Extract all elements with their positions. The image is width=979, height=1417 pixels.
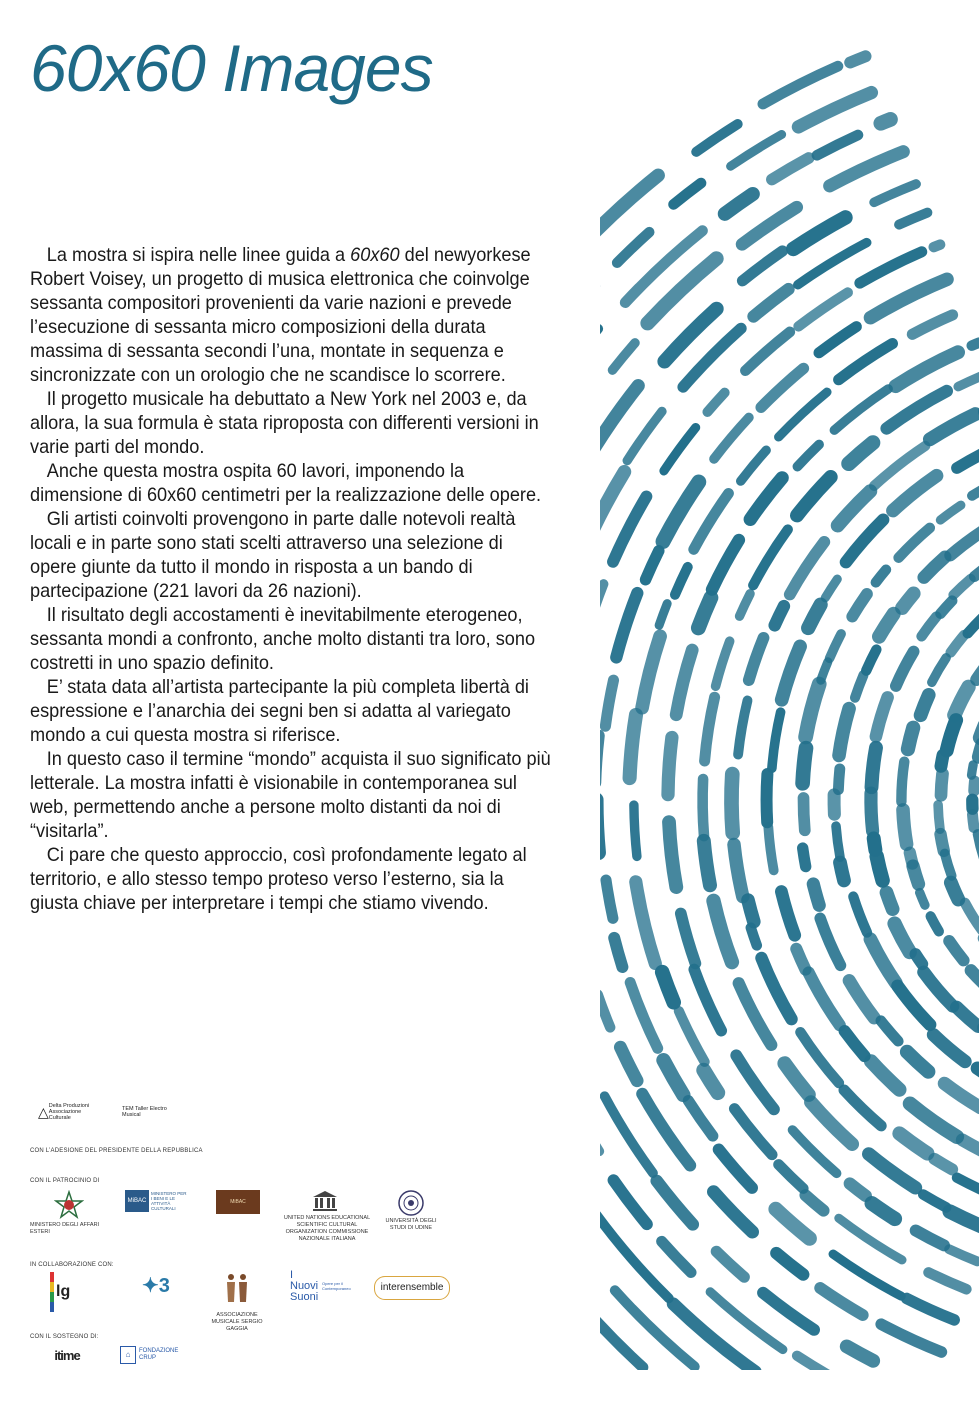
fingerprint-ridge	[887, 391, 947, 429]
fingerprint-ridge	[696, 124, 737, 152]
fingerprint-ridge	[871, 793, 873, 831]
fingerprint-ridge	[940, 505, 960, 520]
fingerprint-ridge	[916, 1231, 944, 1246]
fingerprint-ridge	[877, 856, 883, 880]
fingerprint-ridge	[947, 720, 956, 750]
fingerprint-ridge	[734, 845, 743, 897]
fingerprint-ridge	[790, 542, 825, 595]
fingerprint-ridge	[899, 528, 930, 558]
fingerprint-ridge	[776, 1209, 810, 1238]
fingerprint-ridge	[850, 56, 865, 62]
fingerprint-ridge	[694, 969, 721, 1030]
fingerprint-ridge	[613, 497, 646, 562]
fingerprint-ridge	[839, 344, 893, 380]
fingerprint-ridge	[600, 584, 604, 618]
paragraph-2: Il progetto musicale ha debuttato a New York nel 2003 e, da allora, la sua formula è stata riproposta con differenti versioni in varie parti del mondo.	[30, 388, 539, 458]
fingerprint-ridge	[738, 701, 747, 755]
fingerprint-ridge	[716, 1251, 744, 1277]
paragraph-1: La mostra si ispira nelle linee guida a 60x60 del newyorkese Robert Voisey, un progetto di musica elettronica che coinvolge sessanta compositori provenienti da varie nazioni e prevede l’esecuzione di sessanta micro composizioni della durata massima di sessanta secondi l’una, montate in sequenza e sincronizzate con un orologio che ne scandisce lo scorrere.	[30, 244, 531, 386]
fingerprint-ridge	[907, 1299, 955, 1320]
fingerprint-ridge	[600, 995, 610, 1028]
fingerprint-ridge	[675, 567, 688, 595]
ministero-affari-esteri-caption: MINISTERO DEGLI AFFARI ESTERI	[30, 1222, 100, 1235]
fingerprint-ridge	[872, 748, 877, 788]
fingerprint-ridge	[817, 135, 858, 155]
fingerprint-ridge	[657, 1181, 693, 1225]
fingerprint-ridge	[779, 1165, 804, 1189]
fingerprint-ridge	[941, 755, 943, 766]
fingerprint-ridge	[938, 805, 940, 829]
delta-produzioni-logo: △ Delta Produzioni Associazione Culturale	[38, 1103, 90, 1121]
fingerprint-ridge	[803, 748, 806, 783]
fingerprint-ridge	[893, 476, 937, 511]
fingerprint-ridge	[900, 1134, 928, 1154]
nuovi-suoni-logo: I Nuovi Suoni Opere per il Contemporaneo	[290, 1268, 351, 1303]
fingerprint-ridge	[924, 557, 945, 577]
unesco-temple-icon	[312, 1190, 338, 1212]
fingerprint-ridge	[740, 594, 751, 617]
fingerprint-ridge	[748, 900, 754, 922]
fingerprint-ridge	[704, 841, 710, 885]
fingerprint-ridge	[761, 368, 803, 407]
fingerprint-ridge	[929, 1273, 967, 1290]
fingerprint-ridge	[972, 765, 974, 775]
fingerprint-ridge	[845, 1031, 865, 1056]
fingerprint-ridge	[798, 243, 867, 285]
fingerprint-ridge	[945, 854, 952, 876]
fingerprint-ridge	[941, 774, 943, 796]
fingerprint-ridge	[908, 728, 913, 750]
fingerprint-ridge	[716, 641, 730, 686]
fingerprint-ridge	[820, 918, 840, 965]
fingerprint-ridge	[957, 1007, 979, 1026]
tem-logo: TEM Taller Electro Musical	[122, 1106, 167, 1118]
fingerprint-ridge	[874, 838, 876, 850]
fingerprint-ridge	[768, 827, 773, 871]
fingerprint-ridge	[735, 1109, 773, 1155]
fingerprint-ridge	[833, 1254, 901, 1296]
fingerprint-ridge	[934, 1159, 952, 1170]
fingerprint-ridge	[910, 853, 913, 864]
fingerprint-ridge	[600, 1215, 669, 1299]
fingerprint-ridge	[899, 213, 927, 225]
patrocinio-label: CON IL PATROCINIO DI	[30, 1178, 100, 1184]
fingerprint-ridge	[719, 1150, 752, 1188]
fingerprint-ridge	[753, 530, 788, 586]
mibac-cultural-logo: MiBAC	[216, 1190, 260, 1214]
fingerprint-ridge	[934, 245, 940, 248]
fingerprint-ridge	[965, 903, 979, 930]
fingerprint-ridge	[830, 634, 842, 658]
paragraph-4: Gli artisti coinvolti provengono in parte dalle notevoli realtà locali e in parte sono stati scelti attraverso una selezione di opere giunte da tutto il mondo in risposta a un bando di partecipazione (221 lavori da 26 nazioni).	[30, 508, 516, 602]
fingerprint-ridge	[705, 697, 715, 761]
fingerprint-ridge	[767, 774, 768, 822]
fingerprint-ridge	[616, 593, 637, 657]
fingerprint-ridge	[745, 332, 789, 371]
fingerprint-ridge	[941, 601, 953, 614]
fingerprint-ridge	[620, 1047, 637, 1081]
fingerprint-ridge	[793, 1130, 837, 1173]
adesione-label: CON L’ADESIONE DEL PRESIDENTE DELLA REPUBBLICA	[30, 1148, 203, 1154]
fingerprint-ridge	[898, 986, 930, 1025]
fingerprint-ridge	[798, 93, 871, 127]
fingerprint-ridge	[809, 973, 840, 1026]
fingerprint-ridge	[881, 119, 891, 123]
paragraph-5: Il risultato degli accostamenti è inevitabilmente eterogeneo, sessanta mondi a confronto, anche molto distanti tra loro, sono costretti in uno spazio definito.	[30, 604, 536, 674]
fingerprint-ridge	[950, 527, 979, 556]
fingerprint-ridge	[896, 652, 914, 686]
fingerprint-ridge	[781, 892, 794, 936]
fingerprint-ridge	[664, 428, 696, 471]
fingerprint-ridge	[741, 450, 767, 481]
fingerprint-ridge	[879, 614, 894, 637]
fingerprint-ridge	[953, 579, 970, 595]
fingerprint-ridge	[881, 1324, 941, 1352]
fingerprint-ridge	[971, 971, 979, 984]
fingerprint-ridge	[872, 1203, 895, 1219]
fingerprint-ridge	[646, 551, 659, 580]
fingerprint-ridge	[779, 392, 827, 437]
fingerprint-ridge	[896, 352, 958, 386]
paragraph-6: E’ stata data all’artista partecipante la più completa libertà di espressione e l’anarchia dei segni ben si adatta al variegato mondo a cui questa mostra si riferisce.	[30, 676, 529, 746]
fingerprint-ridge	[763, 1293, 814, 1330]
fingerprint-ridge	[669, 822, 676, 887]
fingerprint-ridge	[954, 687, 968, 715]
fingerprint-ridge	[849, 443, 873, 464]
fingerprint-ridge	[839, 709, 849, 756]
fingerprint-ridge	[869, 1154, 916, 1188]
fingerprint-ridge	[803, 798, 804, 830]
fingerprint-ridge	[974, 781, 975, 791]
fingerprint-ridge	[714, 418, 749, 459]
fingerprint-ridge	[806, 684, 820, 737]
fingerprint-ridge	[852, 594, 867, 617]
fingerprint-ridge	[871, 279, 948, 317]
fingerprint-ridge	[704, 1070, 718, 1093]
fingerprint-ridge	[614, 938, 622, 967]
fingerprint-ridge	[630, 983, 658, 1049]
fingerprint-ridge	[605, 680, 613, 726]
fingerprint-ridge	[945, 1084, 979, 1108]
fingerprint-ridge	[902, 594, 914, 609]
sergio-gaggia-caption: ASSOCIAZIONE MUSICALE SERGIO GAGGIA	[211, 1312, 263, 1332]
fingerprint-ridge	[962, 1140, 979, 1166]
interensemble-logo: interensemble	[374, 1276, 450, 1300]
fingerprint-ridge	[772, 712, 781, 768]
fingerprint-ridge	[820, 1288, 863, 1315]
itime-logo: itime	[54, 1348, 80, 1363]
fingerprint-ridge	[910, 1104, 957, 1137]
fingerprint-ridge	[736, 1055, 774, 1109]
collaborazione-label: IN COLLABORAZIONE CON:	[30, 1262, 114, 1268]
fingerprint-ridge	[796, 949, 805, 970]
fingerprint-ridge	[951, 883, 958, 900]
fingerprint-ridge	[785, 1063, 809, 1094]
fingerprint-ridge	[714, 901, 732, 962]
radio3-logo: ✦3	[142, 1275, 170, 1297]
fingerprint-ridge	[731, 135, 782, 167]
fingerprint-ridge	[903, 810, 907, 844]
fingerprint-ridge	[866, 650, 876, 671]
fingerprint-ridge	[797, 477, 831, 515]
fingerprint-ridge	[681, 914, 696, 964]
fingerprint-ridge	[742, 207, 797, 244]
fingerprint-ridge	[659, 604, 667, 626]
fingerprint-ridge	[754, 289, 789, 316]
fingerprint-ridge	[874, 446, 925, 486]
sostegno-label: CON IL SOSTEGNO DI:	[30, 1334, 99, 1340]
fingerprint-ridge	[968, 605, 979, 633]
fingerprint-ridge	[634, 805, 637, 856]
fingerprint-ridge	[712, 540, 739, 590]
fingerprint-ridge	[664, 1060, 684, 1095]
exhibition-description	[30, 243, 551, 915]
fingerprint-ridge	[676, 650, 692, 715]
fingerprint-ridge	[688, 1101, 713, 1136]
fingerprint-ridge	[627, 411, 662, 460]
fingerprint-ridge	[834, 389, 888, 430]
fingerprint-ridge	[763, 66, 838, 104]
fingerprint-ridge	[924, 972, 953, 1006]
fingerprint-ridge	[871, 1061, 899, 1089]
fingerprint-ridge	[806, 1195, 824, 1210]
fingerprint-ridge	[958, 372, 979, 386]
fingerprint-ridge	[838, 769, 839, 790]
fingerprint-ridge	[813, 884, 819, 905]
fingerprint-ridge	[951, 635, 964, 652]
fingerprint-ridge	[972, 483, 979, 496]
fingerprint-ridge	[749, 638, 764, 680]
fingerprint-ridge	[887, 893, 893, 910]
fingerprint-ridge	[821, 662, 828, 680]
fingerprint-ridge	[957, 1178, 979, 1199]
universita-udine-caption: UNIVERSITÀ DEGLI STUDI DI UDINE	[385, 1218, 437, 1231]
fingerprint-ridge	[930, 414, 975, 439]
fingerprint-ridge	[819, 327, 856, 353]
fingerprint-ridge	[876, 697, 888, 736]
page-title: 60x60 Images	[30, 31, 433, 105]
fingerprint-ridge	[679, 1011, 705, 1062]
fingerprint-ridge	[606, 880, 613, 918]
fingerprint-ridge	[934, 1035, 966, 1062]
fingerprint-ridge	[941, 834, 944, 851]
fingerprint-ridge	[907, 1052, 928, 1072]
fingerprint-ridge	[931, 916, 939, 931]
fingerprint-ridge	[870, 939, 896, 983]
fingerprint-ridge	[932, 658, 946, 683]
fingerprint-ridge	[668, 738, 672, 795]
fingerprint-ridge	[707, 393, 724, 412]
musicians-illustration-icon	[222, 1272, 252, 1304]
fingerprint-ridge	[750, 478, 782, 519]
fingerprint-ridge	[731, 774, 732, 833]
fingerprint-ridge	[853, 897, 867, 933]
fingerprint-ridge	[874, 184, 916, 202]
fingerprint-ridge	[636, 882, 656, 964]
paragraph-7: In questo caso il termine “mondo” acquista il suo significato più letterale. La mostra infatti è visionabile in contemporanea sul web, permettendo anche a persone molto distanti da noi di “visitarla”.	[30, 748, 551, 842]
fingerprint-ridge	[876, 570, 886, 583]
sponsors-section	[30, 1100, 590, 1400]
fingerprint-ridge	[840, 863, 844, 881]
fingerprint-ridge	[772, 158, 809, 180]
fingerprint-ridge	[808, 605, 820, 628]
fingerprint-ridge	[762, 958, 792, 1019]
fingerprint-ridge	[949, 941, 963, 960]
fondazione-crup-logo: ⌂ FONDAZIONE CRUP	[120, 1344, 190, 1366]
fingerprint-ridge	[811, 1102, 852, 1144]
fingerprint-ridge	[613, 343, 636, 370]
fingerprint-ridge	[614, 1180, 647, 1224]
lg-logo: lg	[50, 1272, 80, 1312]
fingerprint-ridge	[776, 1253, 803, 1274]
fingerprint-ridge	[617, 232, 649, 263]
fingerprint-ridge	[912, 315, 952, 334]
fingerprint-ridge	[916, 954, 923, 964]
fingerprint-ridge	[630, 715, 636, 778]
fingerprint-ridge	[825, 579, 837, 598]
fingerprint-ridge	[974, 566, 979, 577]
fingerprint-ridge	[830, 152, 904, 186]
fingerprint-ridge	[674, 183, 701, 204]
fingerprint-ridge	[642, 1094, 690, 1166]
fingerprint-ridge	[901, 762, 904, 802]
fingerprint-ridge	[881, 1021, 898, 1041]
fingerprint-ridge	[703, 779, 704, 836]
fingerprint-ridge	[782, 646, 800, 699]
fingerprint-graphic	[600, 20, 979, 1370]
fingerprint-ridge	[662, 1241, 691, 1272]
fingerprint-ridge	[836, 826, 840, 857]
fingerprint-ridge	[923, 1195, 946, 1208]
fingerprint-ridge	[799, 293, 848, 327]
fingerprint-ridge	[694, 493, 729, 549]
fingerprint-ridge	[743, 251, 783, 281]
fingerprint-ridge	[895, 924, 910, 952]
paragraph-3: Anche questa mostra ospita 60 lavori, imponendo la dimensione di 60x60 centimetri per la realizzazione delle opere.	[30, 460, 542, 506]
fingerprint-ridge	[860, 252, 922, 283]
fingerprint-ridge	[972, 343, 979, 346]
fingerprint-ridge	[662, 972, 674, 1002]
university-seal-icon	[398, 1190, 424, 1216]
fingerprint-ridge	[849, 981, 874, 1018]
fingerprint-ridge	[844, 1090, 881, 1126]
fingerprint-ridge	[847, 1346, 874, 1360]
fingerprint-ridge	[725, 194, 753, 214]
fingerprint-ridge	[793, 218, 845, 249]
fingerprint-ridge	[775, 606, 784, 625]
unesco-caption: UNITED NATIONS EDUCATIONAL SCIENTIFIC CULTURAL ORGANIZATION COMMISSIONE NAZIONALE ITALIANA	[283, 1215, 371, 1242]
fingerprint-ridge	[973, 814, 975, 827]
mibac-logo: MiBAC MINISTERO PER I BENI E LE ATTIVITÀ CULTURALI	[125, 1190, 187, 1212]
fingerprint-ridge	[950, 1212, 979, 1230]
fingerprint-ridge	[850, 1184, 866, 1196]
fingerprint-ridge	[922, 617, 937, 637]
fingerprint-ridge	[751, 928, 757, 946]
fingerprint-ridge	[838, 491, 871, 525]
fingerprint-ridge	[714, 1192, 753, 1232]
fingerprint-ridge	[803, 848, 806, 867]
fingerprint-ridge	[920, 893, 925, 906]
fingerprint-ridge	[957, 449, 979, 468]
fingerprint-ridge	[797, 445, 819, 467]
fingerprint-ridge	[739, 983, 772, 1045]
fingerprint-ridge	[921, 695, 929, 715]
paragraph-8: Ci pare che questo approccio, così profondamente legato al territorio, e allo stesso tempo proteso verso l’esterno, sia la giusta chiave per interpretare i tempi che stiamo vivendo.	[30, 844, 527, 914]
fingerprint-ridge	[846, 520, 883, 563]
italian-republic-emblem-icon	[54, 1190, 84, 1220]
fingerprint-ridge	[663, 482, 699, 542]
fingerprint-ridge	[698, 598, 711, 628]
fingerprint-ridge	[855, 675, 864, 698]
fingerprint-ridge	[949, 1249, 977, 1261]
fingerprint-ridge	[800, 1032, 839, 1083]
fingerprint-ridge	[642, 636, 660, 707]
